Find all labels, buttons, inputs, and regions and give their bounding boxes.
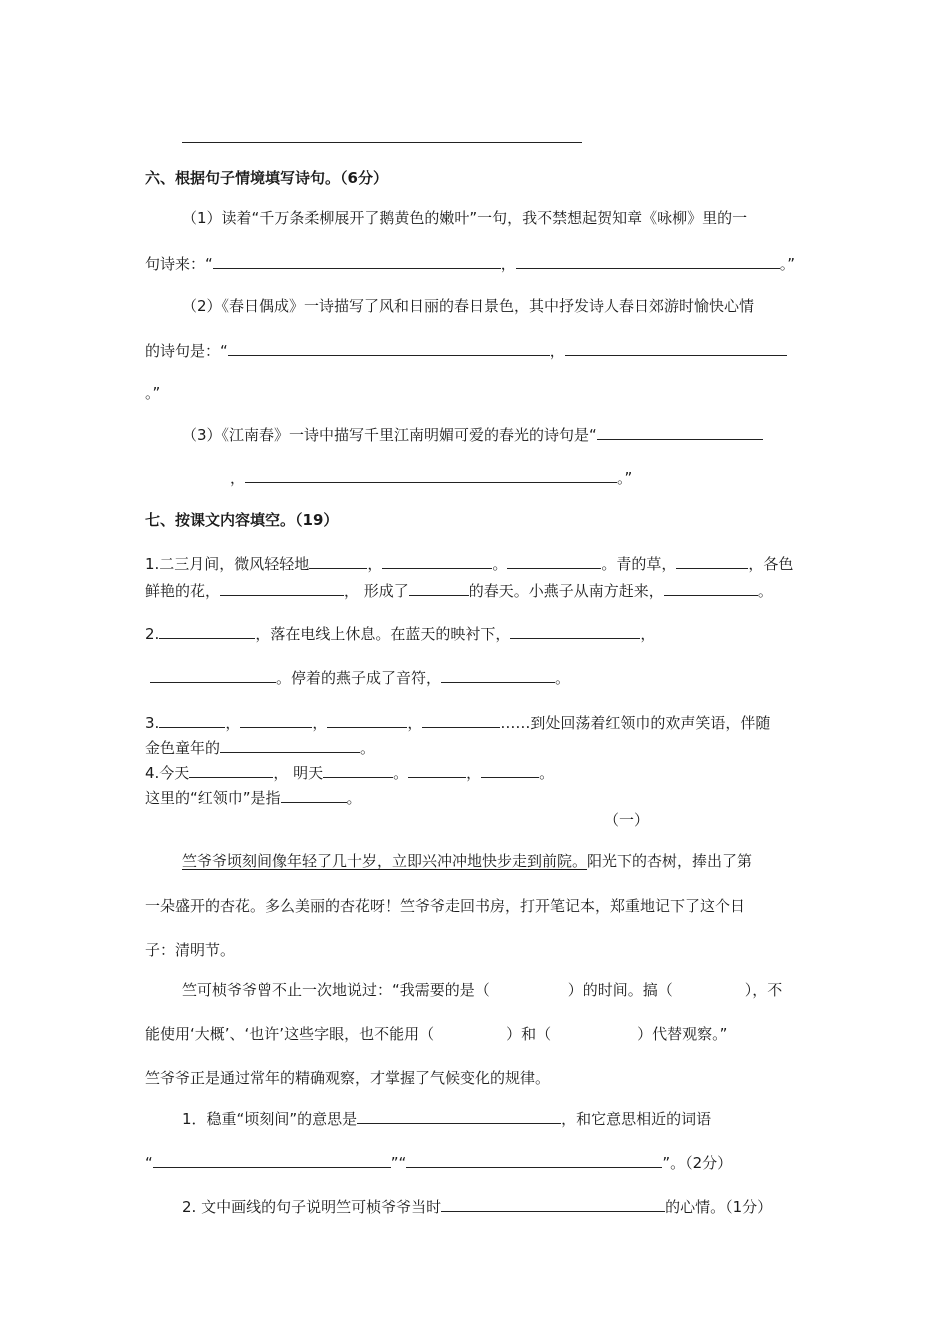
blank[interactable]: [422, 712, 500, 728]
blank[interactable]: [327, 712, 407, 728]
blank[interactable]: [153, 1152, 391, 1168]
section-6-title: 六、根据句子情境填写诗句。（6分）: [145, 169, 388, 187]
blank[interactable]: [213, 253, 501, 269]
passage-p2-line1: 竺可桢爷爷曾不止一次地说过：“我需要的是（ ）的时间。搞（ ），不: [182, 981, 783, 999]
blank[interactable]: [481, 762, 539, 778]
q7-2-line1: 2. ，落在电线上休息。在蓝天的映衬下， ，: [145, 625, 656, 643]
blank[interactable]: [382, 553, 492, 569]
blank[interactable]: [597, 424, 763, 440]
blank[interactable]: [159, 623, 255, 639]
blank[interactable]: [507, 553, 601, 569]
underlined-sentence: 竺爷爷顷刻间像年轻了几十岁，立即兴冲冲地快步走到前院。: [182, 852, 588, 870]
reading-q1-line2: “ ”“ ”。（2分）: [145, 1154, 733, 1172]
passage-p2-line3: 竺爷爷正是通过常年的精确观察，才掌握了气候变化的规律。: [145, 1069, 551, 1087]
blank[interactable]: [159, 712, 225, 728]
q7-3-line2: 金色童年的 。: [145, 739, 376, 757]
q6-3-line2: ， 。”: [230, 469, 633, 487]
reading-q1-line1: 1．稳重“顷刻间”的意思是 ，和它意思相近的词语: [182, 1110, 712, 1128]
blank[interactable]: [676, 553, 748, 569]
blank[interactable]: [357, 1108, 561, 1124]
passage-p1-line1: 竺爷爷顷刻间像年轻了几十岁，立即兴冲冲地快步走到前院。阳光下的杏树，捧出了第: [182, 852, 753, 870]
blank[interactable]: [309, 553, 367, 569]
blank[interactable]: [281, 787, 347, 803]
blank[interactable]: [441, 667, 555, 683]
passage-p2-line2: 能使用‘大概’、‘也许’这些字眼，也不能用（ ）和（ ）代替观察。”: [145, 1025, 728, 1043]
blank[interactable]: [240, 712, 312, 728]
blank[interactable]: [150, 667, 276, 683]
blank[interactable]: [409, 580, 469, 596]
answer-line: [182, 142, 582, 143]
q6-1-line1: （1）读着“千万条柔柳展开了鹅黄色的嫩叶”一句，我不禁想起贺知章《咏柳》里的一: [182, 209, 748, 227]
q6-2-line2: 的诗句是：“ ，: [145, 340, 787, 361]
q7-1-line2: 鲜艳的花， ， 形成了 的春天。小燕子从南方赶来， 。: [145, 582, 773, 600]
q6-2-line3: 。”: [145, 384, 161, 402]
blank[interactable]: [406, 1152, 662, 1168]
q7-4-line1: 4.今天 ， 明天 。 ， 。: [145, 764, 555, 782]
q7-1-line1: 1.二三月间，微风轻轻地 ， 。 。青的草， ，各色: [145, 555, 794, 573]
q7-2-line2: 。停着的燕子成了音符， 。: [150, 667, 570, 688]
blank[interactable]: [220, 737, 360, 753]
blank[interactable]: [220, 580, 344, 596]
blank[interactable]: [189, 762, 273, 778]
passage-p1-line2: 一朵盛开的杏花。多么美丽的杏花呀！竺爷爷走回书房，打开笔记本，郑重地记下了这个日: [145, 897, 746, 915]
passage-p1-line3: 子：清明节。: [145, 941, 236, 959]
blank[interactable]: [441, 1196, 665, 1212]
reading-heading: （一）: [604, 811, 650, 829]
q6-3-line1: （3）《江南春》一诗中描写千里江南明媚可爱的春光的诗句是“: [182, 424, 763, 445]
section-7-title: 七、按课文内容填空。（19）: [145, 511, 339, 529]
blank[interactable]: [408, 762, 466, 778]
blank[interactable]: [245, 467, 617, 483]
blank[interactable]: [664, 580, 758, 596]
blank[interactable]: [323, 762, 393, 778]
q7-3-line1: 3. ， ， ， ……到处回荡着红领巾的欢声笑语，伴随: [145, 714, 771, 732]
q6-1-line2: 句诗来：“ ， 。”: [145, 255, 796, 273]
blank[interactable]: [516, 253, 780, 269]
reading-q2-line1: 2. 文中画线的句子说明竺可桢爷爷当时 的心情。（1分）: [182, 1198, 773, 1216]
blank[interactable]: [228, 340, 550, 356]
blank[interactable]: [510, 623, 640, 639]
q6-2-line1: （2）《春日偶成》一诗描写了风和日丽的春日景色，其中抒发诗人春日郊游时愉快心情: [182, 297, 755, 315]
q7-4-line2: 这里的“红领巾”是指 。: [145, 789, 362, 807]
blank[interactable]: [565, 340, 787, 356]
